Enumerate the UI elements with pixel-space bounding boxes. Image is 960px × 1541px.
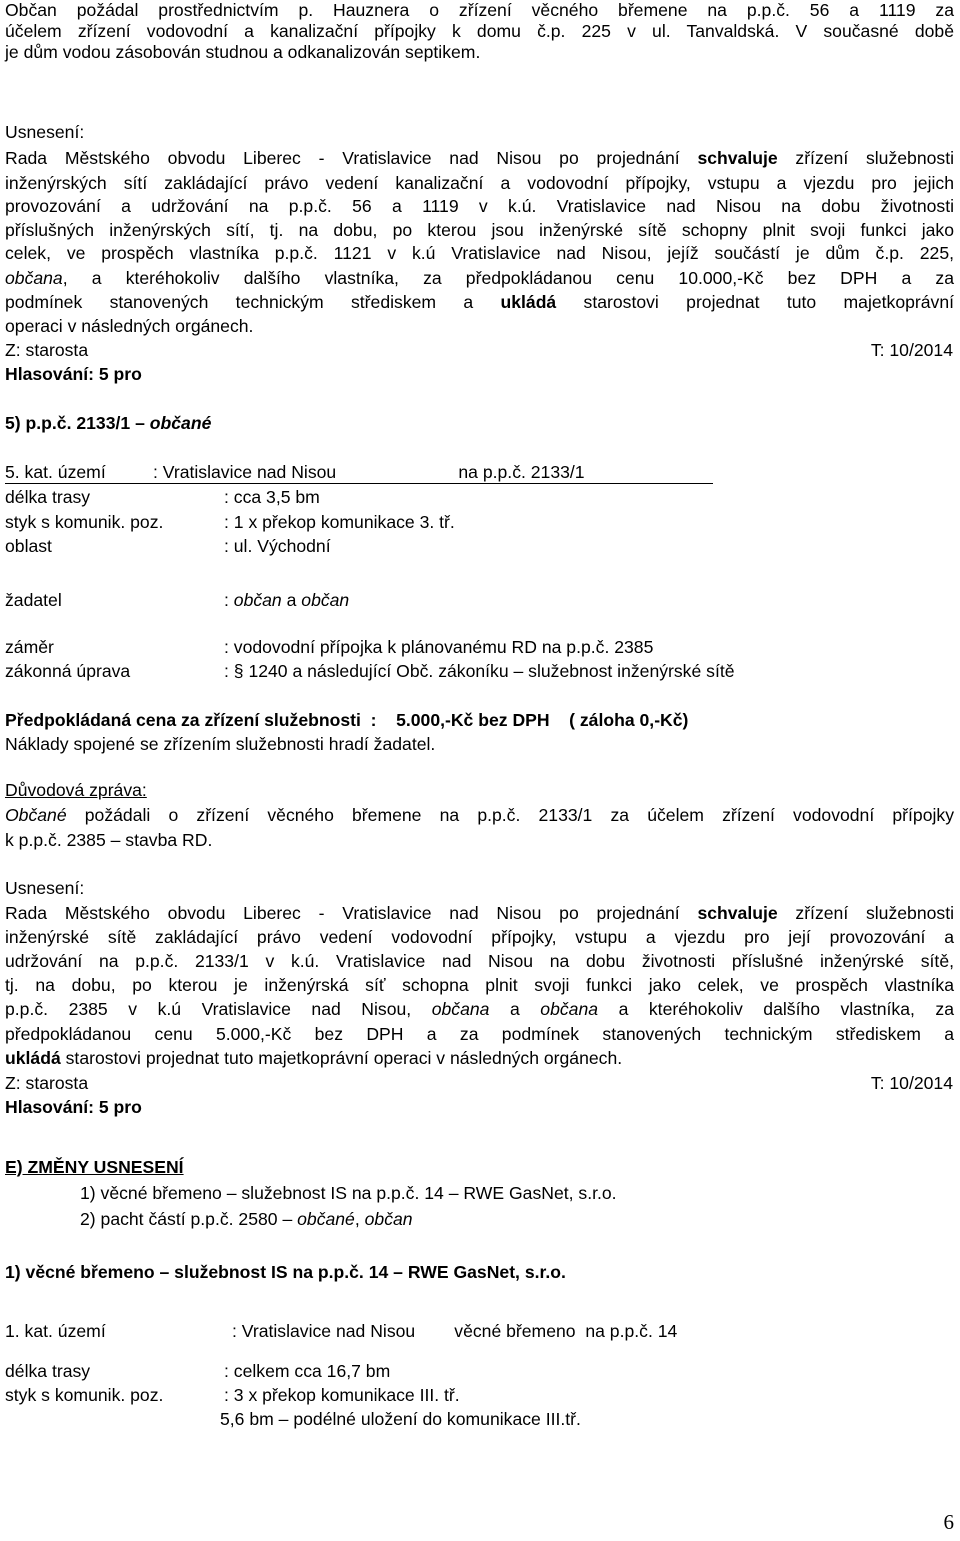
deadline: T: 10/2014 — [870, 1073, 953, 1093]
page-number: 6 — [943, 1510, 954, 1534]
text: a kteréhokoliv dalšího vlastníka, za — [598, 999, 954, 1019]
route-length-value: : cca 3,5 bm — [224, 487, 320, 507]
text: občané — [149, 413, 212, 433]
intent-value: : vodovodní přípojka k plánovanému RD na p.p.č. 2385 — [224, 637, 654, 657]
text: zřízení služebnosti — [777, 903, 954, 923]
vote-result: Hlasování: 5 pro — [5, 1097, 142, 1117]
resolution-line-4 — [5, 220, 954, 241]
text: , — [354, 1209, 365, 1229]
text: Rada Městského obvodu Liberec - Vratislavice nad Nisou po projednání — [5, 903, 698, 923]
resolution-line-5 — [5, 243, 954, 264]
item-title — [5, 413, 211, 434]
text: Rada Městského obvodu Liberec - Vratislavice nad Nisou po projednání — [5, 148, 698, 168]
intro-line-2 — [5, 21, 954, 42]
text: občan — [364, 1209, 413, 1229]
cadastral-label: 1. kat. území — [5, 1321, 106, 1341]
resolution-heading: Usnesení: — [5, 122, 85, 142]
cadastral-value: : Vratislavice nad Nisou věcné břemeno na p.p.č. 14 — [232, 1321, 678, 1341]
cadastral-label: 5. kat. území — [5, 462, 106, 482]
approves-keyword: schvaluje — [697, 148, 778, 168]
responsible-person: Z: starosta — [5, 1073, 89, 1093]
deadline: T: 10/2014 — [870, 340, 953, 360]
text: zřízení služebnosti — [777, 148, 954, 168]
intro-line-1 — [5, 0, 954, 21]
section-e-item-1: 1) věcné břemeno – služebnost IS na p.p.č. 14 – RWE GasNet, s.r.o. — [80, 1183, 617, 1203]
text: starostovi projednat tuto majetkoprávní — [556, 292, 955, 312]
intro-text: Občan požádal prostřednictvím p. Hauznera o zřízení věcného břemene na p.p.č. 56 a 1119 za — [5, 0, 954, 20]
text: požádali o zřízení věcného břemene na p.p.č. 2133/1 za účelem zřízení vodovodní přípojky — [66, 805, 954, 825]
area-value: : ul. Východní — [224, 536, 331, 556]
road-contact-label: styk s komunik. poz. — [5, 512, 164, 532]
route-length-label: délka trasy — [5, 1361, 91, 1381]
assigns-keyword: ukládá — [500, 292, 557, 312]
section-e-item-2 — [80, 1209, 413, 1230]
resolution-line-2 — [5, 173, 954, 194]
intro-text: účelem zřízení vodovodní a kanalizační přípojky k domu č.p. 225 v ul. Tanvaldská. V současné době — [5, 21, 954, 41]
justification-heading: Důvodová zpráva: — [5, 780, 147, 800]
resolution-line-3 — [5, 951, 954, 972]
text: předpokládanou cenu 5.000,-Kč bez DPH a za podmínek stanovených technickým střediskem a — [5, 1024, 954, 1044]
text: operaci v následných orgánech. — [5, 316, 254, 336]
text: 2) pacht částí p.p.č. 2580 – — [80, 1209, 298, 1229]
intro-text: je dům vodou zásobován studnou a odkanalizován septikem. — [5, 42, 481, 62]
text: provozování a udržování na p.p.č. 56 a 1119 v k.ú. Vratislavice nad Nisou na dobu životnosti — [5, 196, 954, 216]
text: udržování na p.p.č. 2133/1 v k.ú. Vratislavice nad Nisou na dobu životnosti příslušné inženýrské sítě, — [5, 951, 954, 971]
resolution-line-7 — [5, 292, 954, 313]
text: občana — [431, 999, 490, 1019]
item-title: 1) věcné břemeno – služebnost IS na p.p.č. 14 – RWE GasNet, s.r.o. — [5, 1262, 566, 1282]
text: : — [224, 590, 234, 610]
resolution-line-6 — [5, 268, 954, 289]
resolution-line-1 — [5, 148, 954, 169]
text: p.p.č. 2385 v k.ú Vratislavice nad Nisou, — [5, 999, 432, 1019]
assigns-keyword: ukládá — [5, 1048, 61, 1068]
text: inženýrské sítě zakládající právo vedení vodovodní přípojky, vstupu a vjezdu pro její provozování a — [5, 927, 954, 947]
legal-basis-value: : § 1240 a následující Obč. zákoníku – služebnost inženýrské sítě — [224, 661, 735, 681]
road-contact-value: : 3 x překop komunikace III. tř. — [224, 1385, 460, 1405]
approves-keyword: schvaluje — [697, 903, 778, 923]
text: – — [135, 413, 150, 433]
text: , a kteréhokoliv dalšího vlastníka, za předpokládanou cenu 10.000,-Kč bez DPH a za — [62, 268, 954, 288]
text: a — [281, 590, 302, 610]
route-length-value: : celkem cca 16,7 bm — [224, 1361, 391, 1381]
resolution-heading: Usnesení: — [5, 878, 85, 898]
resolution-line-2 — [5, 927, 954, 948]
text: občan — [233, 590, 282, 610]
text: občan — [301, 590, 350, 610]
text: celek, ve prospěch vlastníka p.p.č. 1121 v k.ú Vratislavice nad Nisou, jejíž součástí je dům č.p. 225, — [5, 243, 954, 263]
road-contact-label: styk s komunik. poz. — [5, 1385, 164, 1405]
justification-line-1 — [5, 805, 954, 826]
area-label: oblast — [5, 536, 52, 556]
text: občana — [540, 999, 599, 1019]
resolution-line-7 — [5, 1048, 622, 1069]
costs-note: Náklady spojené se zřízením služebnosti hradí žadatel. — [5, 734, 436, 754]
vote-result: Hlasování: 5 pro — [5, 364, 142, 384]
road-contact-value-2: 5,6 bm – podélné uložení do komunikace III.tř. — [220, 1409, 581, 1429]
applicant-label: žadatel — [5, 590, 62, 610]
road-contact-value: : 1 x překop komunikace 3. tř. — [224, 512, 455, 532]
resolution-line-6 — [5, 1024, 954, 1045]
responsible-person: Z: starosta — [5, 340, 89, 360]
text: a — [489, 999, 541, 1019]
text: Občané — [5, 805, 67, 825]
text: inženýrských sítí zakládající právo vedení kanalizační a vodovodní přípojky, vstupu a vjezdu pro jejich — [5, 173, 954, 193]
resolution-line-4 — [5, 975, 954, 996]
text: občané — [297, 1209, 355, 1229]
route-length-label: délka trasy — [5, 487, 91, 507]
intent-label: záměr — [5, 637, 54, 657]
text: starostovi projednat tuto majetkoprávní operaci v následných orgánech. — [60, 1048, 623, 1068]
text: občana — [5, 268, 63, 288]
justification-line-2: k p.p.č. 2385 – stavba RD. — [5, 830, 213, 850]
applicant-value — [224, 590, 349, 611]
cadastral-value: : Vratislavice nad Nisou na p.p.č. 2133/1 — [153, 462, 585, 482]
resolution-line-5 — [5, 999, 954, 1020]
resolution-line-1 — [5, 903, 954, 924]
text: tj. na dobu, po kterou je inženýrská síť schopna plnit svoji funkci jako celek, ve prospěch vlastníka — [5, 975, 954, 995]
text: podmínek stanovených technickým střediskem a — [5, 292, 501, 312]
text: 5) p.p.č. 2133/1 — [5, 413, 136, 433]
estimated-price: Předpokládaná cena za zřízení služebnosti : 5.000,-Kč bez DPH ( záloha 0,-Kč) — [5, 710, 689, 730]
text: příslušných inženýrských sítí, tj. na dobu, po kterou jsou inženýrské sítě schopny plnit svoji funkci jako — [5, 220, 954, 240]
intro-line-3 — [5, 42, 480, 63]
legal-basis-label: zákonná úprava — [5, 661, 131, 681]
resolution-line-3 — [5, 196, 954, 217]
section-e-title: E) ZMĚNY USNESENÍ — [5, 1157, 184, 1177]
resolution-line-8 — [5, 316, 253, 337]
